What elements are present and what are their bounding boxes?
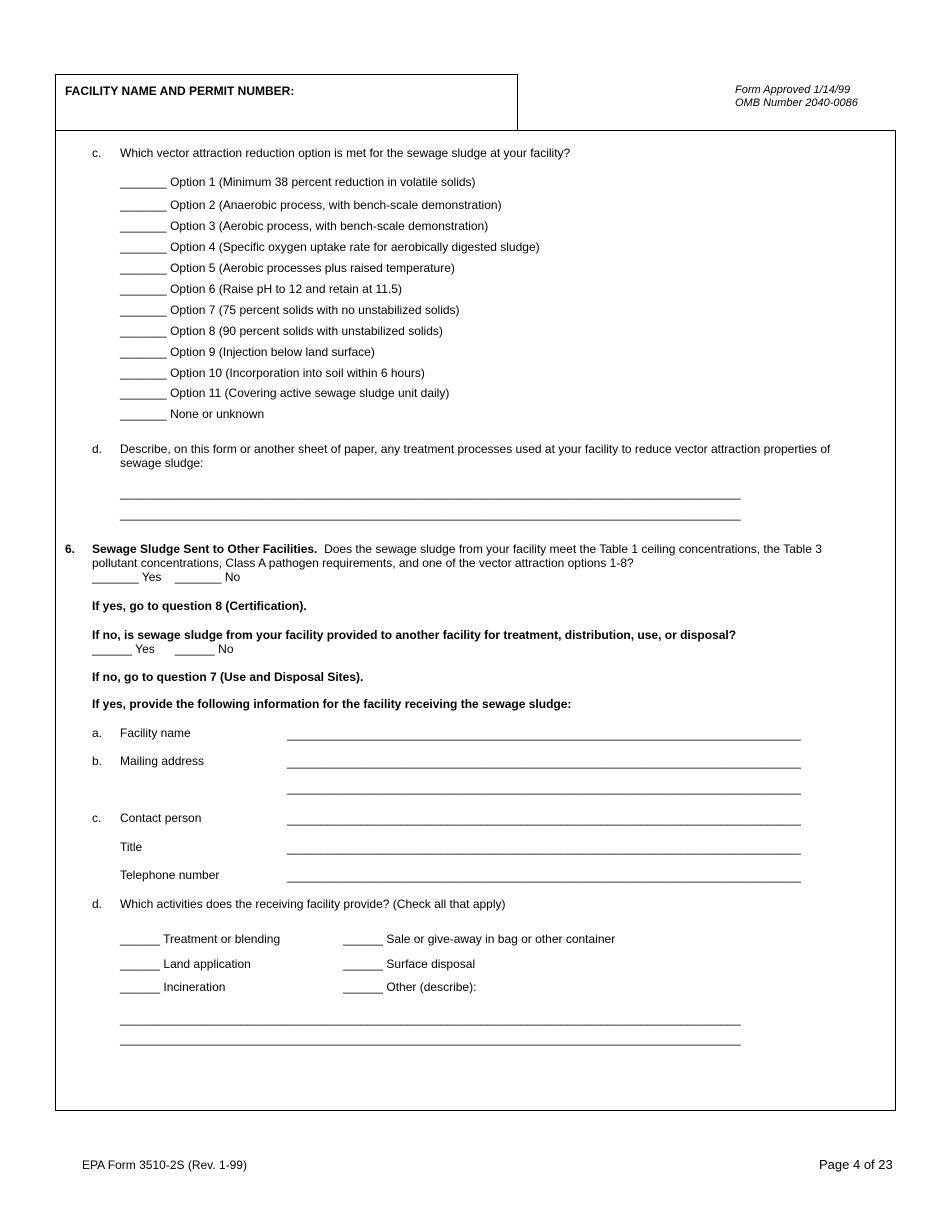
q6-yes2-label: Yes <box>135 642 155 656</box>
telephone-label: Telephone number <box>120 868 220 882</box>
activity-blank[interactable]: ______ <box>343 980 384 994</box>
activity-label: Other (describe): <box>386 980 477 994</box>
facility-name-field-label: Facility name <box>120 726 191 740</box>
option-item[interactable] <box>120 324 443 338</box>
facility-name-line[interactable]: _____________________________________________________________________________ <box>287 727 801 741</box>
form-id: EPA Form 3510-2S (Rev. 1-99) <box>82 1158 247 1172</box>
describe-line-1[interactable]: _____________________________________________________________________________________________ <box>120 486 741 500</box>
q6-question-block <box>92 542 867 570</box>
option-label: Option 8 (90 percent solids with unstabilized solids) <box>170 324 443 338</box>
contact-person-line[interactable]: _____________________________________________________________________________ <box>287 812 801 826</box>
facility-name-label: FACILITY NAME AND PERMIT NUMBER: <box>65 84 295 98</box>
form-approval-info <box>735 84 858 110</box>
q6-title: Sewage Sludge Sent to Other Facilities. <box>92 542 318 556</box>
other-describe-line-2[interactable]: _____________________________________________________________________________________________ <box>120 1032 741 1046</box>
activity-item[interactable] <box>343 932 615 946</box>
activity-blank[interactable]: ______ <box>120 957 161 971</box>
describe-line-2[interactable]: _____________________________________________________________________________________________ <box>120 507 741 521</box>
option-label: None or unknown <box>170 407 265 421</box>
activity-item[interactable] <box>343 957 475 971</box>
q6d-letter: d. <box>92 897 103 911</box>
activity-label: Incineration <box>163 980 226 994</box>
option-item[interactable] <box>120 175 476 189</box>
omb-number: OMB Number 2040-0086 <box>735 97 858 109</box>
option-blank[interactable]: _______ <box>120 261 167 275</box>
q5c-question: Which vector attraction reduction option is met for the sewage sludge at your facility? <box>120 146 571 160</box>
option-blank[interactable]: _______ <box>120 324 167 338</box>
q6b-letter: b. <box>92 754 103 768</box>
mailing-address-label: Mailing address <box>120 754 205 768</box>
option-item[interactable] <box>120 219 488 233</box>
option-item[interactable] <box>120 345 375 359</box>
q6a-letter: a. <box>92 726 103 740</box>
option-blank[interactable]: _______ <box>120 175 167 189</box>
option-label: Option 2 (Anaerobic process, with bench-scale demonstration) <box>170 198 502 212</box>
activity-label: Surface disposal <box>386 957 476 971</box>
q6-yes-no <box>92 570 240 584</box>
option-blank[interactable]: _______ <box>120 386 167 400</box>
q6-number: 6. <box>65 542 76 556</box>
q6-yes2-blank[interactable]: ______ <box>92 642 133 656</box>
q6c-letter: c. <box>92 811 102 825</box>
mailing-address-line-1[interactable]: _____________________________________________________________________________ <box>287 755 801 769</box>
q6-if-no-question: If no, is sewage sludge from your facility provided to another facility for treatment, distribution, use, or disposal? <box>92 628 737 642</box>
option-blank[interactable]: _______ <box>120 345 167 359</box>
option-item[interactable] <box>120 366 425 380</box>
title-line[interactable]: _____________________________________________________________________________ <box>287 841 801 855</box>
option-label: Option 1 (Minimum 38 percent reduction in volatile solids) <box>170 175 476 189</box>
q6-no2-label: No <box>218 642 234 656</box>
option-item[interactable] <box>120 303 460 317</box>
activity-blank[interactable]: ______ <box>343 957 384 971</box>
option-blank[interactable]: _______ <box>120 198 167 212</box>
q6-no2-blank[interactable]: ______ <box>174 642 215 656</box>
q5c-letter: c. <box>92 146 102 160</box>
option-item[interactable] <box>120 240 540 254</box>
option-label: Option 4 (Specific oxygen uptake rate for aerobically digested sludge) <box>170 240 540 254</box>
activity-item[interactable] <box>120 980 225 994</box>
activity-blank[interactable]: ______ <box>120 980 161 994</box>
option-blank[interactable]: _______ <box>120 366 167 380</box>
option-item[interactable] <box>120 198 502 212</box>
q6-question: Does the sewage sludge from your facility meet the Table 1 ceiling concentrations, the Table 3 pollutant concentrations, Class A pathogen requirements, and one of the vector attraction options 1-8? <box>92 542 822 570</box>
option-blank[interactable]: _______ <box>120 240 167 254</box>
activities-question: Which activities does the receiving facility provide? (Check all that apply) <box>120 897 506 911</box>
q5d-question: Describe, on this form or another sheet of paper, any treatment processes used at your facility to reduce vector attraction properties of sewage sludge: <box>120 442 831 470</box>
option-label: Option 9 (Injection below land surface) <box>170 345 375 359</box>
option-label: Option 6 (Raise pH to 12 and retain at 11.5) <box>170 282 402 296</box>
q6-yes-blank[interactable]: _______ <box>92 570 139 584</box>
activity-item[interactable] <box>343 980 476 994</box>
option-label: Option 3 (Aerobic process, with bench-scale demonstration) <box>170 219 489 233</box>
q6-if-no-go: If no, go to question 7 (Use and Disposal Sites). <box>92 670 364 684</box>
facility-header-box <box>55 74 518 131</box>
option-blank[interactable]: _______ <box>120 219 167 233</box>
option-item[interactable] <box>120 386 449 400</box>
activity-label: Treatment or blending <box>163 932 281 946</box>
option-label: Option 10 (Incorporation into soil within 6 hours) <box>170 366 425 380</box>
option-label: Option 11 (Covering active sewage sludge unit daily) <box>170 386 450 400</box>
q6-no-blank[interactable]: _______ <box>174 570 222 584</box>
page-number: Page 4 of 23 <box>819 1157 893 1172</box>
other-describe-line-1[interactable]: _____________________________________________________________________________________________ <box>120 1012 741 1026</box>
option-label: Option 7 (75 percent solids with no unstabilized solids) <box>170 303 460 317</box>
activity-label: Sale or give-away in bag or other container <box>386 932 616 946</box>
option-item[interactable] <box>120 261 455 275</box>
mailing-address-line-2[interactable]: _____________________________________________________________________________ <box>287 781 801 795</box>
activity-label: Land application <box>163 957 251 971</box>
option-blank[interactable]: _______ <box>120 282 167 296</box>
q6-yes-no-2 <box>92 642 234 656</box>
contact-person-label: Contact person <box>120 811 202 825</box>
activity-blank[interactable]: ______ <box>120 932 161 946</box>
q6-if-yes: If yes, go to question 8 (Certification). <box>92 599 307 613</box>
q5d-letter: d. <box>92 442 103 456</box>
form-approved-date: Form Approved 1/14/99 <box>735 84 851 96</box>
activity-blank[interactable]: ______ <box>343 932 384 946</box>
option-blank[interactable]: _______ <box>120 407 167 421</box>
q6-no-label: No <box>224 570 241 584</box>
title-label: Title <box>120 840 143 854</box>
telephone-line[interactable]: _____________________________________________________________________________ <box>287 869 801 883</box>
option-item[interactable] <box>120 407 264 421</box>
option-blank[interactable]: _______ <box>120 303 167 317</box>
option-item[interactable] <box>120 282 402 296</box>
activity-item[interactable] <box>120 957 251 971</box>
option-label: Option 5 (Aerobic processes plus raised temperature) <box>170 261 455 275</box>
activity-item[interactable] <box>120 932 280 946</box>
q6-yes-label: Yes <box>141 570 162 584</box>
q6-if-yes-provide: If yes, provide the following information for the facility receiving the sewage sludge: <box>92 697 572 711</box>
